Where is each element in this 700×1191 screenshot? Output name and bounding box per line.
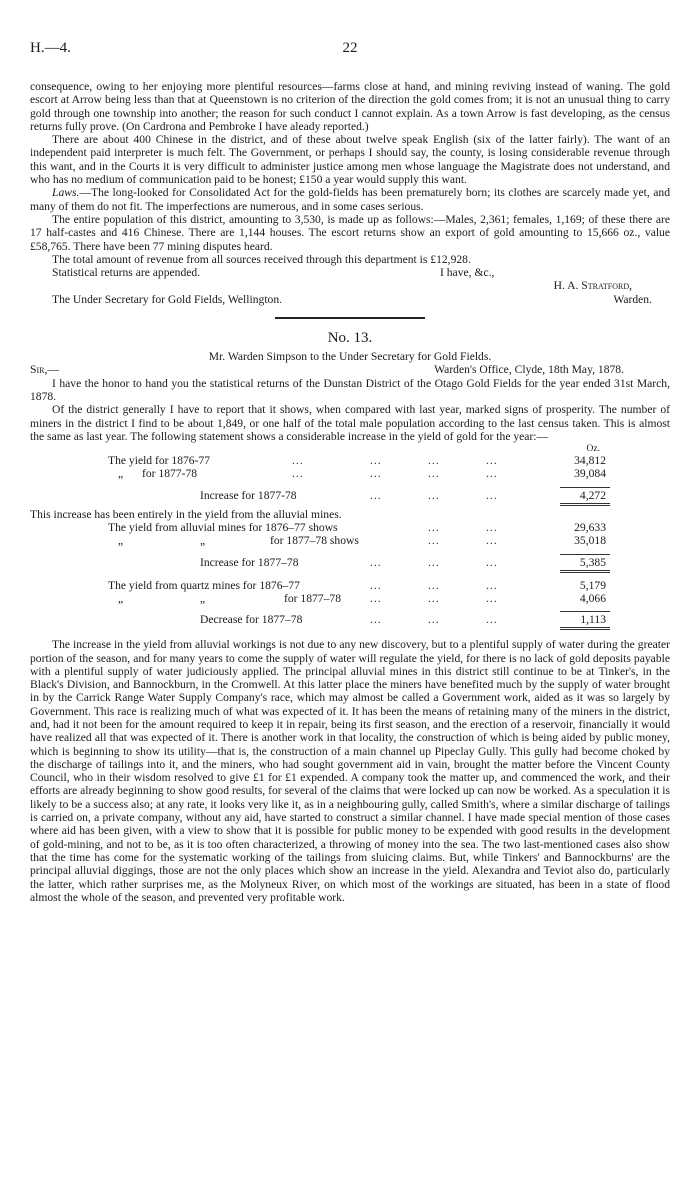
quartz-row-2-label: for 1877–78 xyxy=(284,591,341,605)
sum-rule xyxy=(560,554,610,555)
leader-dots: ... xyxy=(370,467,382,481)
leader-dots: ... xyxy=(486,454,498,468)
yield-row-2-label: for 1877-78 xyxy=(142,467,198,481)
alluvial-total-value: 5,385 xyxy=(579,555,606,569)
leader-dots: ... xyxy=(486,555,498,569)
ditto-mark: „ xyxy=(118,467,124,481)
leader-dots: ... xyxy=(292,467,304,481)
ditto-mark: „ xyxy=(200,534,206,548)
leader-dots: ... xyxy=(428,488,440,502)
alluvial-total-label: Increase for 1877–78 xyxy=(200,555,299,569)
leader-dots: ... xyxy=(370,578,382,592)
quartz-total-row xyxy=(30,611,670,626)
leader-dots: ... xyxy=(486,521,498,535)
paragraph-honor: I have the honor to hand you the statistical returns of the Dunstan District of the Otago Gold Fields for the year ended 31st March, 1878. xyxy=(30,376,670,403)
yield-row-2 xyxy=(30,467,670,480)
signature-line-3 xyxy=(30,293,670,306)
paragraph-arrow: consequence, owing to her enjoying more plentiful resources—farms close at hand, and mining reviving instead of waning. The gold escort at Arrow being less than that at Queenstown is no criterion of the direction the gold comes from; it is not an unusual thing to carry gold through one township into another; the reason for such conduct I cannot explain. As a town Arrow is fast developing, as the census returns fully prove. (On Cardrona and Pembroke I have aleady reported.) xyxy=(30,80,670,133)
yield-row-2-value: 39,084 xyxy=(574,467,606,481)
quartz-total-value: 1,113 xyxy=(580,613,606,627)
quartz-row-2 xyxy=(30,592,670,605)
document-reference: H.—4. xyxy=(30,40,71,56)
total-double-rule xyxy=(560,627,610,630)
sum-rule xyxy=(560,487,610,488)
alluvial-row-1-label: The yield from alluvial mines for 1876–77 shows xyxy=(108,521,338,535)
leader-dots: ... xyxy=(486,578,498,592)
leader-dots: ... xyxy=(486,613,498,627)
leader-dots: ... xyxy=(486,534,498,548)
alluvial-row-2-value: 35,018 xyxy=(574,534,606,548)
letter-address: Warden's Office, Clyde, 18th May, 1878. xyxy=(434,363,624,377)
leader-dots: ... xyxy=(428,578,440,592)
letter-address-row xyxy=(30,363,670,376)
leader-dots: ... xyxy=(428,467,440,481)
ditto-mark: „ xyxy=(118,534,124,548)
leader-dots: ... xyxy=(428,534,440,548)
yield-total-label: Increase for 1877-78 xyxy=(200,488,297,502)
total-double-rule xyxy=(560,570,610,573)
paragraph-chinese: There are about 400 Chinese in the district, and of these about twelve speak English (six of the latter fairly). The want of an independent paid interpreter is much felt. The Government, or perhaps I should say, the county, is losing considerable revenue through this want, and in the Courts it is very difficult to administer justice among men whose language the Magistrate does not understand, and who has no medium of communication paid to be honest; £150 a year would supply this want. xyxy=(30,133,670,187)
unit-oz: Oz. xyxy=(586,444,600,455)
sum-rule xyxy=(560,611,610,612)
alluvial-row-2-label: for 1877–78 shows xyxy=(270,534,359,548)
leader-dots: ... xyxy=(428,521,440,535)
quartz-row-1-label: The yield from quartz mines for 1876–77 xyxy=(108,578,300,592)
closing-phrase: I have, &c., xyxy=(440,266,495,280)
yield-row-1 xyxy=(30,454,670,467)
recipient-line: The Under Secretary for Gold Fields, Wellington. xyxy=(52,292,283,306)
ditto-mark: „ xyxy=(200,591,206,605)
section-number: No. 13. xyxy=(327,330,373,347)
page-body xyxy=(30,80,670,904)
leader-dots: ... xyxy=(370,488,382,502)
signature-line-1 xyxy=(30,266,670,279)
page-number: 22 xyxy=(342,40,358,56)
leader-dots: ... xyxy=(292,454,304,468)
signatory-name: H. A. Stratford, xyxy=(553,279,632,293)
statistical-returns-note: Statistical returns are appended. xyxy=(52,266,201,280)
paragraph-district: Of the district generally I have to report that it shows, when compared with last year, marked signs of prosperity. The number of miners in the district I find to be about 1,849, or one half of the total male population according to the last census taken. This is almost the same as last year. The following statement shows a considerable increase in the yield of gold for the year:— xyxy=(30,403,670,443)
laws-label: Laws. xyxy=(52,186,80,200)
signatory-title: Warden. xyxy=(613,292,652,306)
quartz-total-label: Decrease for 1877–78 xyxy=(200,613,303,627)
paragraph-population: The entire population of this district, amounting to 3,530, is made up as follows:—Males, 2,361; females, 1,169; of these there are 17 half-castes and 416 Chinese. There are 1,144 houses. The escort returns show an export of gold amounting to 15,666 oz., value £58,765. There have been 77 mining disputes heard. xyxy=(30,212,670,253)
leader-dots: ... xyxy=(428,555,440,569)
leader-dots: ... xyxy=(370,613,382,627)
paragraph-laws xyxy=(30,186,670,213)
alluvial-row-1-value: 29,633 xyxy=(574,521,606,535)
page-header xyxy=(30,40,670,62)
yield-row-1-value: 34,812 xyxy=(574,454,606,468)
paragraph-alluvial-increase: This increase has been entirely in the yield from the alluvial mines. xyxy=(30,507,342,521)
section-divider xyxy=(275,317,425,319)
unit-header xyxy=(30,443,670,454)
laws-text: —The long-looked for Consolidated Act for the gold-fields has been prematurely born; its clothes are scarcely made yet, and many of them do not fit. The imperfections are numerous, and in some cases serious. xyxy=(30,186,670,213)
leader-dots: ... xyxy=(370,555,382,569)
yield-total-value: 4,272 xyxy=(579,488,606,502)
signature-line-2 xyxy=(30,279,670,292)
leader-dots: ... xyxy=(486,488,498,502)
leader-dots: ... xyxy=(370,454,382,468)
salutation: Sir,— xyxy=(30,363,59,377)
leader-dots: ... xyxy=(428,591,440,605)
paragraph-alluvial-workings: The increase in the yield from alluvial workings is not due to any new discovery, but to a plentiful supply of water during the greater portion of the season, and for many years to come the supply of water will regulate the yield, for there is no lack of gold deposits payable with a plentiful supply of water judiciously applied. The principal alluvial mines in this district still continue to be at Tinker's, in the Black's Division, and Bannockburn, in the Cromwell. At this latter place the miners have benefited much by the supply of water brought in by the Carrick Range Water Supply Company's race, which may almost be called a Government work, aided as it was so largely by Government. This race is realizing much of what was expected of it. It has been the means of retaining many of the miners in the district, and, had it not been for the amount required to keep it in repair, being its first season, and the erection of a reservoir, financially it would have realized all that was expected of it. There is another work in that locality, the construction of which is being aided by public money, which is beginning to show its utility—that is, the construction of a main channel up Pipeclay Gully. This gully had become choked by the discharge of tailings into it, and the miners, who had sought government aid in vain, brought the matter before the Vincent County Council, who in their wisdom resolved to give £1 for £1 expended. A company took the matter up, and commenced the work, and their efforts are already beginning to show good results, for several of the claims that were locked up can now be worked. As a speculation it is likely to be a success also; at any rate, it looks very like it, as in a neighbouring gully, called Smith's, where a similar discharge of tailings is carried on, a private company, without any aid, have started to construct a similar channel. I have made special mention of those cases where aid has been given, with a view to show that it is possible for public money to be expended with good results in the development of gold-mining, and not to be, as it is too often characterized, a throwing of money into the sea. The two last-mentioned cases also show that the time has come for the systematic working of the tailings from sluicing claims. But, while Tinkers' and Bannockburns' are the principal alluvial diggings, those are not the only places which show an increase in the yield. Alexandra and Teviot also do, particularly the latter, which rather surprises me, as the Molyneux River, on which most of the workings are situated, has been in a state of flood almost the whole of the season, and prevented very profitable work. xyxy=(30,638,670,904)
ditto-mark: „ xyxy=(118,591,124,605)
total-double-rule xyxy=(560,503,610,506)
alluvial-row-2 xyxy=(30,534,670,547)
quartz-row-1 xyxy=(30,579,670,592)
leader-dots: ... xyxy=(428,613,440,627)
quartz-row-2-value: 4,066 xyxy=(579,591,606,605)
leader-dots: ... xyxy=(370,591,382,605)
quartz-row-1-value: 5,179 xyxy=(579,578,606,592)
alluvial-total-row xyxy=(30,554,670,569)
letter-heading: Mr. Warden Simpson to the Under Secretary for Gold Fields. xyxy=(208,350,492,364)
yield-total-row xyxy=(30,487,670,502)
yield-row-1-label: The yield for 1876-77 xyxy=(108,454,211,468)
leader-dots: ... xyxy=(486,591,498,605)
paragraph-revenue: The total amount of revenue from all sources received through this department is £12,928. xyxy=(52,252,471,266)
leader-dots: ... xyxy=(428,454,440,468)
alluvial-row-1 xyxy=(30,521,670,534)
leader-dots: ... xyxy=(486,467,498,481)
